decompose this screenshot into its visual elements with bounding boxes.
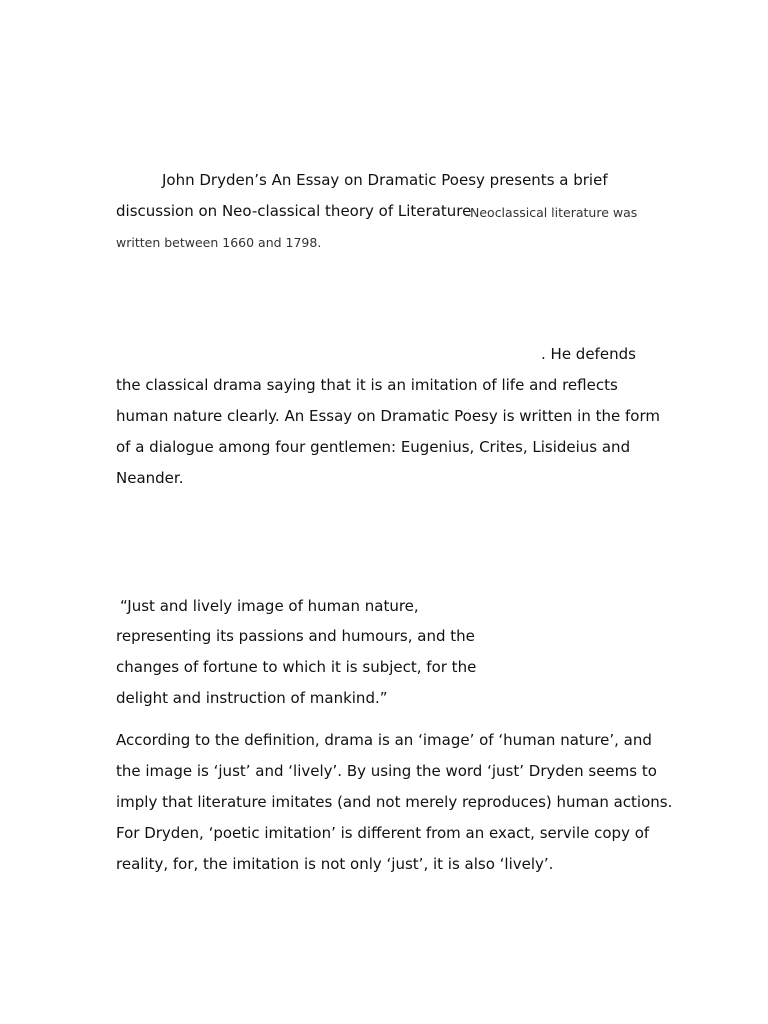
intro-side-note-1: Neoclassical literature was (470, 205, 638, 220)
analysis-line-5: reality, for, the imitation is not only ‘just’, it is also ‘lively’. (116, 855, 554, 873)
quote-line-3: changes of fortune to which it is subject, for the (116, 658, 477, 676)
intro-side-note-2: written between 1660 and 1798. (116, 235, 322, 250)
quote-line-4: delight and instruction of mankind.” (116, 689, 388, 707)
defense-line-2: the classical drama saying that it is an imitation of life and reflects (116, 376, 618, 394)
defense-line-4: of a dialogue among four gentlemen: Eugenius, Crites, Lisideius and (116, 438, 631, 456)
analysis-line-4: For Dryden, ‘poetic imitation’ is different from an exact, servile copy of (116, 824, 650, 842)
intro-line-1: John Dryden’s An Essay on Dramatic Poesy presents a brief (162, 171, 608, 189)
quote-line-2: representing its passions and humours, and the (116, 627, 475, 645)
defense-line-3: human nature clearly. An Essay on Dramatic Poesy is written in the form (116, 407, 660, 425)
quote-line-1: “Just and lively image of human nature, (120, 597, 419, 615)
analysis-line-3: imply that literature imitates (and not merely reproduces) human actions. (116, 793, 673, 811)
analysis-line-2: the image is ‘just’ and ‘lively’. By using the word ‘just’ Dryden seems to (116, 762, 657, 780)
intro-line-2: discussion on Neo-classical theory of Literature (116, 202, 472, 220)
defense-line-5: Neander. (116, 469, 184, 487)
analysis-line-1: According to the definition, drama is an ‘image’ of ‘human nature’, and (116, 731, 652, 749)
defense-line-1: . He defends (541, 345, 636, 363)
